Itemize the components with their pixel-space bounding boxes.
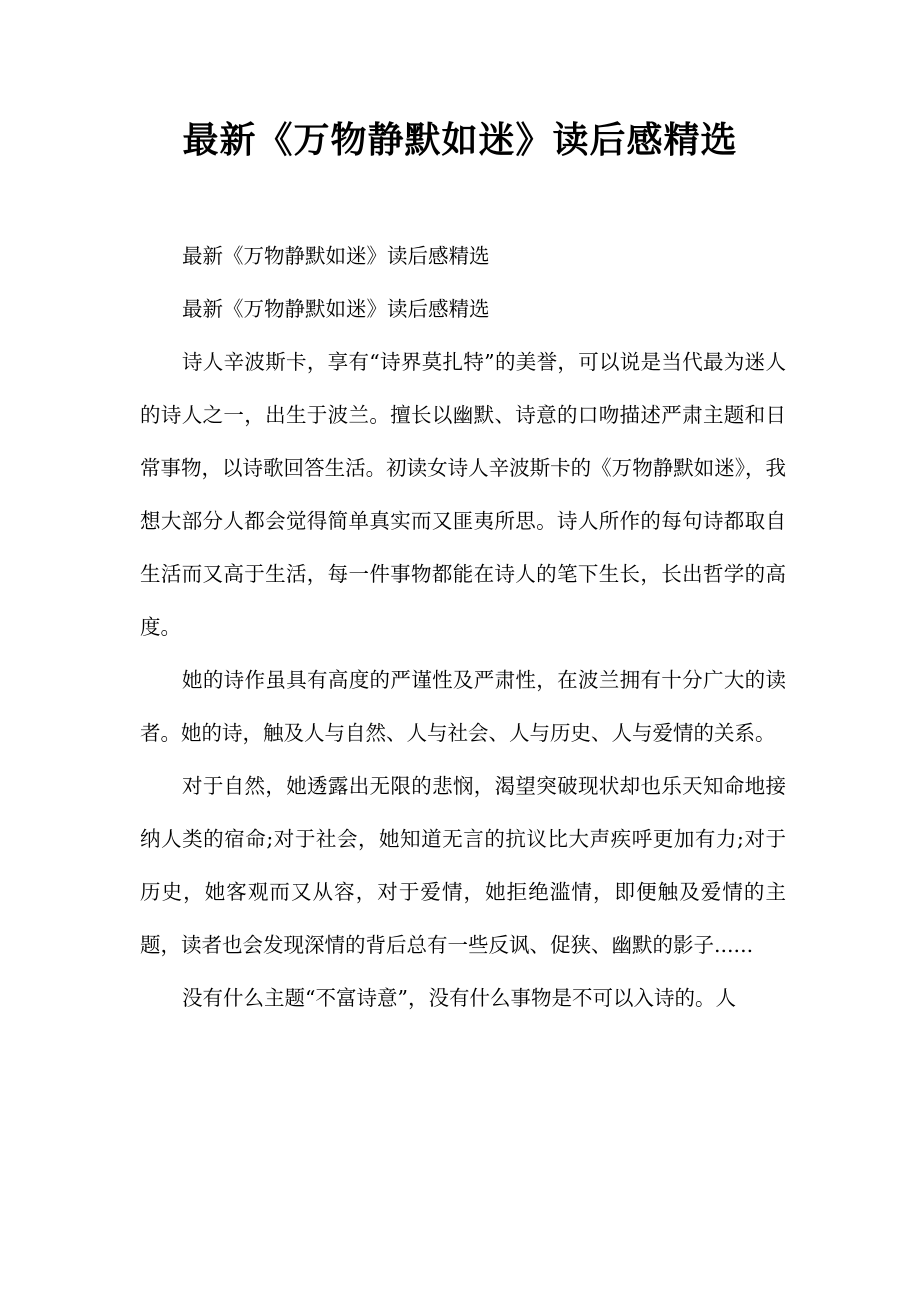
paragraph: 最新《万物静默如迷》读后感精选	[182, 297, 490, 321]
paragraph: 她的诗作虽具有高度的严谨性及严肃性，在波兰拥有十分广大的读者。她的诗，触及人与自然、人与社会、人与历史、人与爱情的关系。	[140, 668, 786, 745]
paragraph: 对于自然，她透露出无限的悲悯，渴望突破现状却也乐天知命地接纳人类的宿命;对于社会，她知道无言的抗议比大声疾呼更加有力;对于历史，她客观而又从容，对于爱情，她拒绝滥情，即便触及爱情的主题，读者也会发现深情的背后总有一些反讽、促狭、幽默的影子......	[140, 774, 786, 957]
paragraph: 没有什么主题“不富诗意”，没有什么事物是不可以入诗的。人	[182, 986, 736, 1010]
paragraph: 诗人辛波斯卡，享有“诗界莫扎特”的美誉，可以说是当代最为迷人的诗人之一，出生于波兰。擅长以幽默、诗意的口吻描述严肃主题和日常事物，以诗歌回答生活。初读女诗人辛波斯卡的《万物静默如迷》，我想大部分人都会觉得简单真实而又匪夷所思。诗人所作的每句诗都取自生活而又高于生活，每一件事物都能在诗人的笔下生长，长出哲学的高度。	[140, 350, 786, 639]
paragraph: 最新《万物静默如迷》读后感精选	[182, 244, 490, 268]
document-title: 最新《万物静默如迷》读后感精选	[182, 120, 738, 161]
document-body	[140, 230, 786, 1025]
